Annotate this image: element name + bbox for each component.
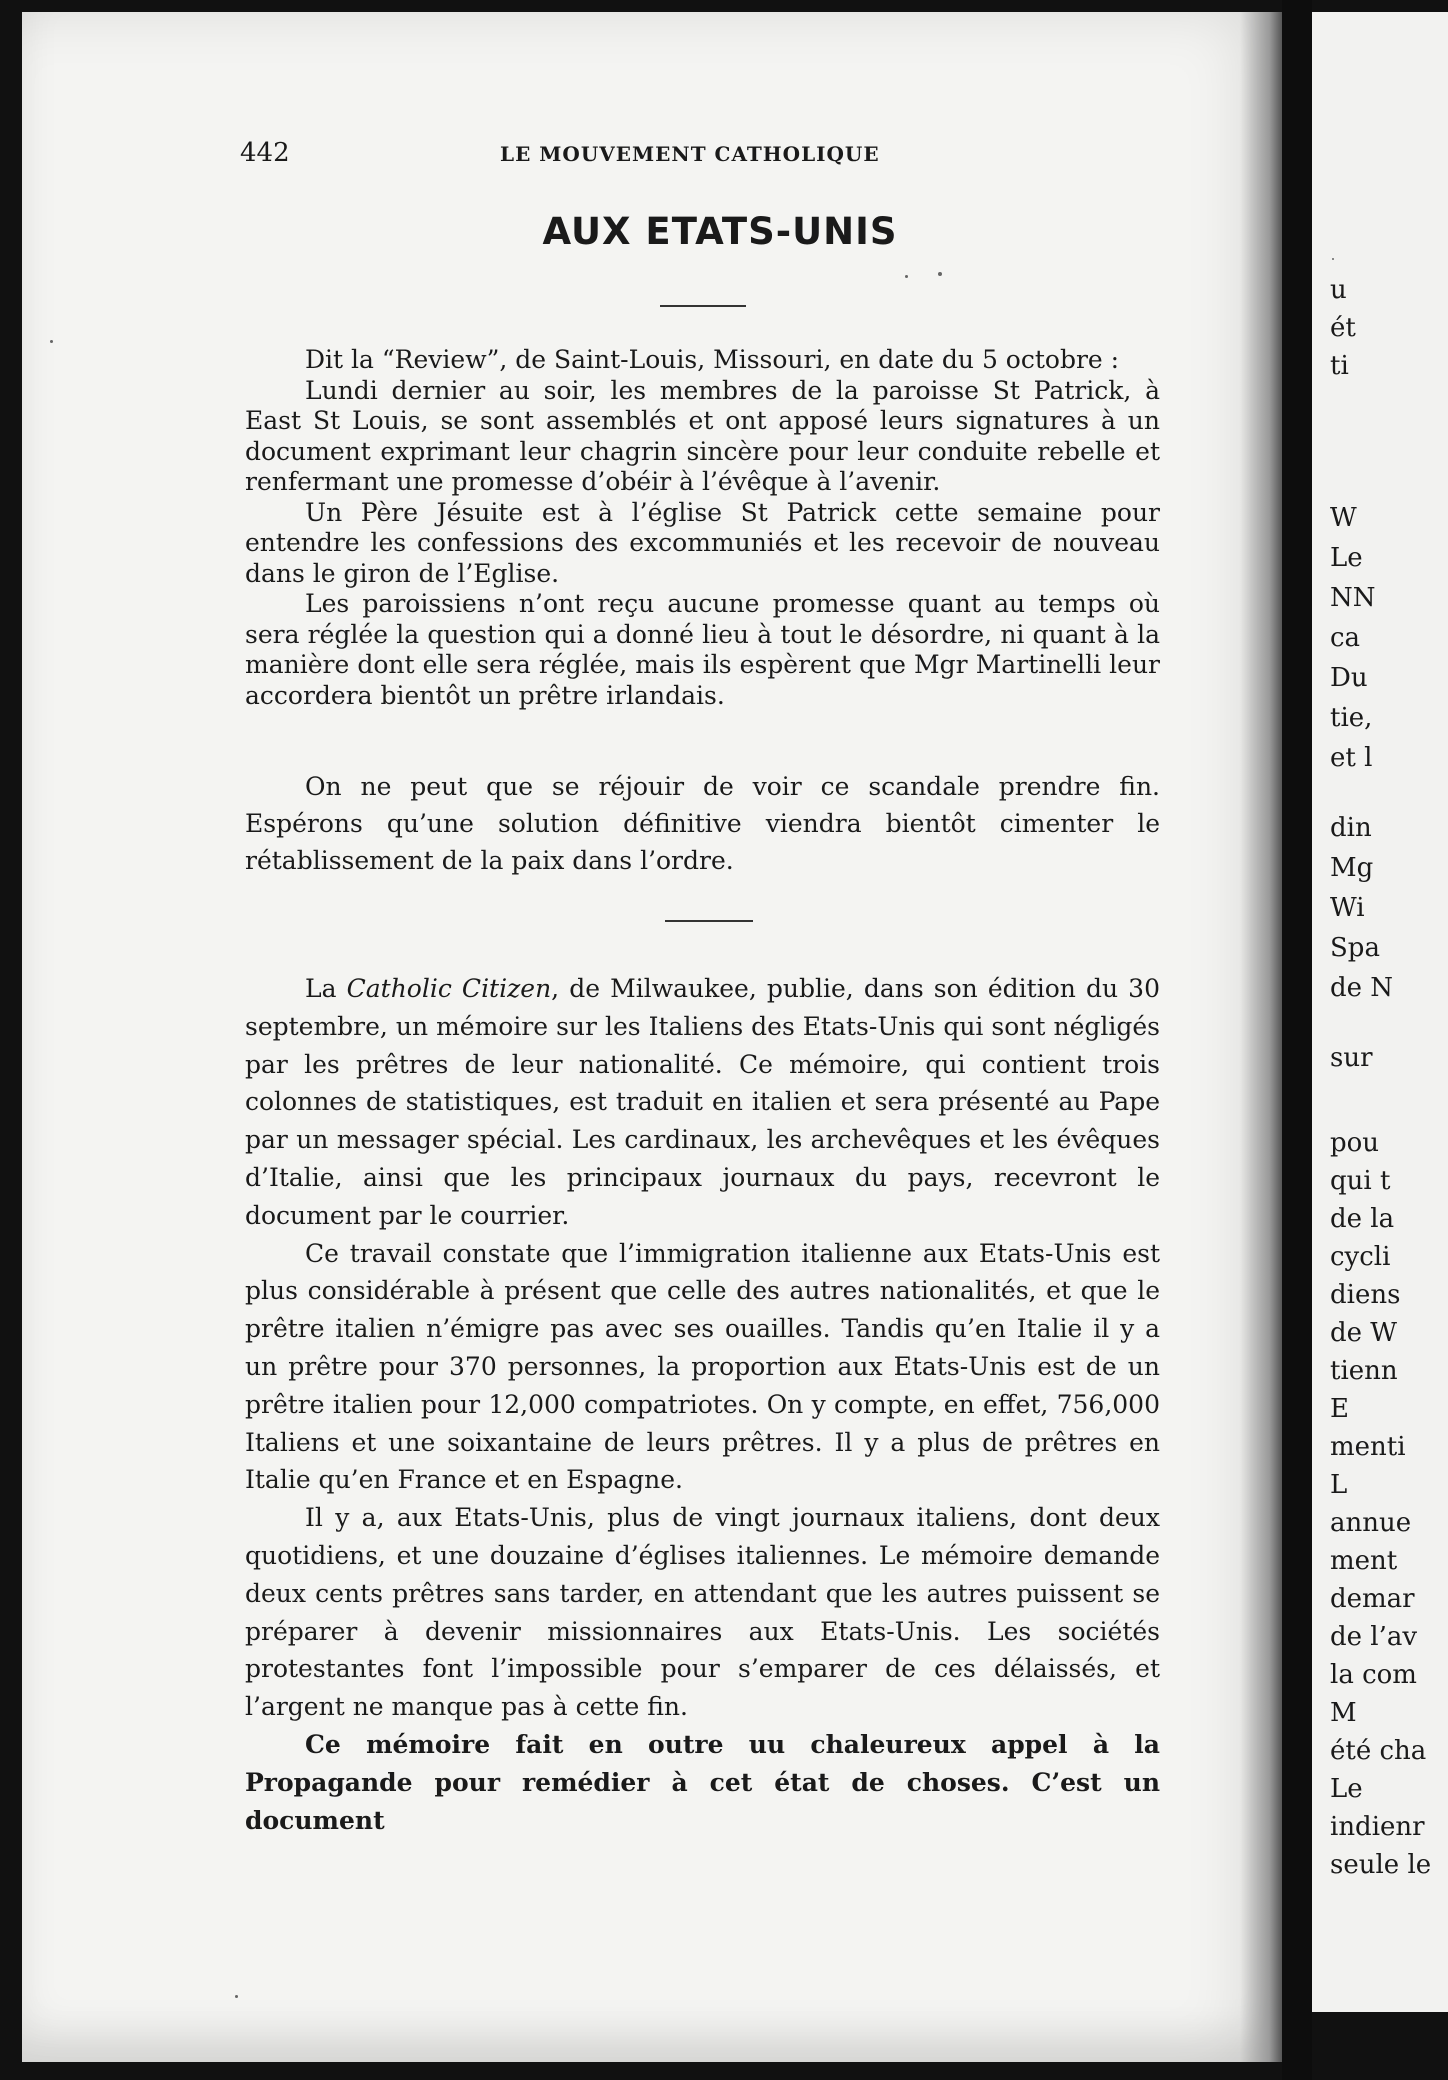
paragraph: Dit la “Review”, de Saint-Louis, Missouri, en date du 5 octobre : bbox=[305, 345, 1120, 374]
facing-page-fragment: sur bbox=[1330, 1043, 1373, 1073]
facing-page-fragment: menti bbox=[1330, 1432, 1406, 1462]
speck bbox=[1332, 258, 1334, 260]
page-number: 442 bbox=[240, 138, 290, 168]
speck bbox=[235, 1995, 238, 1998]
speck bbox=[905, 275, 908, 278]
facing-page-fragment: ca bbox=[1330, 623, 1361, 653]
paragraph: On ne peut que se réjouir de voir ce scandale prendre fin. Espérons qu’une solution définitive viendra bientôt cimenter le rétablissement de la paix dans l’ordre. bbox=[245, 772, 1160, 875]
facing-page-fragment: Mg bbox=[1330, 853, 1374, 883]
editorial-comment bbox=[245, 768, 1160, 879]
facing-page-fragment: demar bbox=[1330, 1584, 1415, 1614]
paragraph: Un Père Jésuite est à l’église St Patrick cette semaine pour entendre les confessions des excommuniés et les recevoir de nouveau dans le giron de l’Eglise. bbox=[245, 497, 1160, 588]
facing-page-fragment: Du bbox=[1330, 663, 1368, 693]
facing-page-fragment: ét bbox=[1330, 313, 1356, 343]
facing-page-fragment: été cha bbox=[1330, 1736, 1427, 1766]
paragraph: Ce mémoire fait en outre uu chaleureux appel à la Propagande pour remédier à cet état de choses. C’est un document bbox=[245, 1729, 1160, 1835]
facing-page-fragment: indienr bbox=[1330, 1812, 1425, 1842]
italian-immigrants-section bbox=[245, 970, 1160, 1839]
running-title: LE MOUVEMENT CATHOLIQUE bbox=[500, 142, 880, 166]
facing-page-fragment: NN bbox=[1330, 583, 1376, 613]
book-spine-gap bbox=[1282, 0, 1312, 2080]
facing-page-fragment: et l bbox=[1330, 743, 1373, 773]
facing-page-fragment: diens bbox=[1330, 1280, 1401, 1310]
facing-page-fragment: cycli bbox=[1330, 1242, 1391, 1272]
facing-page-fragment: W bbox=[1330, 503, 1357, 533]
facing-page-fragment: Le bbox=[1330, 543, 1363, 573]
review-quote-section bbox=[245, 345, 1160, 711]
publication-name: Catholic Citizen bbox=[346, 974, 552, 1003]
paragraph: Il y a, aux Etats-Unis, plus de vingt journaux italiens, dont deux quotidiens, et une douzaine d’églises italiennes. Le mémoire demande deux cents prêtres sans tarder, en attendant que les autres puissent se préparer à devenir missionnaires aux Etats-Unis. Les sociétés protestantes font l’impossible pour s’emparer de ces délaissés, et l’argent ne manque pas à cette fin. bbox=[245, 1503, 1160, 1722]
facing-page-fragment: din bbox=[1330, 813, 1372, 843]
facing-page-fragment: ti bbox=[1330, 351, 1349, 381]
facing-page-fragment: u bbox=[1330, 275, 1347, 305]
speck bbox=[50, 340, 53, 343]
section-divider bbox=[665, 920, 753, 922]
facing-page-fragment: seule le bbox=[1330, 1850, 1432, 1880]
facing-page-fragment: Spa bbox=[1330, 933, 1380, 963]
facing-page-edge bbox=[1312, 12, 1448, 2012]
facing-page-fragment: Wi bbox=[1330, 893, 1365, 923]
facing-page-fragment: E bbox=[1330, 1394, 1349, 1424]
facing-page-fragment: tienn bbox=[1330, 1356, 1398, 1386]
text-run: , de Milwaukee, publie, dans son édition du 30 septembre, un mémoire sur les Italiens des Etats-Unis qui sont négligés par les prêtres de leur nationalité. Ce mémoire, qui contient trois colonnes de statistiques, est traduit en italien et sera présenté au Pape par un messager spécial. Les cardinaux, les archevêques et les évêques d’Italie, ainsi que les principaux journaux du pays, recevront le document par le courrier. bbox=[245, 974, 1160, 1230]
paragraph: Ce travail constate que l’immigration italienne aux Etats-Unis est plus considérable à présent que celle des autres nationalités, et que le prêtre italien n’émigre pas avec ses ouailles. Tandis qu’en Italie il y a un prêtre pour 370 personnes, la proportion aux Etats-Unis est de un prêtre italien pour 12,000 compatriotes. On y compte, en effet, 756,000 Italiens et une soixantaine de leurs prêtres. Il y a plus de prêtres en Italie qu’en France et en Espagne. bbox=[245, 1238, 1160, 1495]
paragraph: Les paroissiens n’ont reçu aucune promesse quant au temps où sera réglée la question qui a donné lieu à tout le désordre, ni quant à la manière dont elle sera réglée, mais ils espèrent que Mgr Martinelli leur accordera bientôt un prêtre irlandais. bbox=[245, 589, 1160, 710]
facing-page-fragment: ment bbox=[1330, 1546, 1398, 1576]
facing-page-fragment: tie, bbox=[1330, 703, 1373, 733]
text-run: La bbox=[305, 974, 347, 1003]
facing-page-fragment: la com bbox=[1330, 1660, 1417, 1690]
paragraph bbox=[245, 970, 1160, 1235]
facing-page-fragment: de N bbox=[1330, 973, 1394, 1003]
facing-page-fragment: de W bbox=[1330, 1318, 1398, 1348]
facing-page-fragment: M bbox=[1330, 1698, 1357, 1728]
facing-page-fragment: qui t bbox=[1330, 1166, 1391, 1196]
article-title: AUX ETATS-UNIS bbox=[542, 210, 898, 253]
facing-page-fragment: L bbox=[1330, 1470, 1348, 1500]
facing-page-fragment: Le bbox=[1330, 1774, 1363, 1804]
section-divider bbox=[660, 305, 746, 307]
running-header bbox=[220, 138, 1160, 168]
speck bbox=[938, 272, 942, 276]
paragraph: Lundi dernier au soir, les membres de la paroisse St Patrick, à East St Louis, se sont assemblés et ont apposé leurs signatures à un document exprimant leur chagrin sincère pour leur conduite rebelle et renfermant une promesse d’obéir à l’évêque à l’avenir. bbox=[245, 375, 1160, 496]
page-gutter-shadow bbox=[1240, 12, 1282, 2062]
facing-page-fragment: annue bbox=[1330, 1508, 1412, 1538]
facing-page-fragment: de l’av bbox=[1330, 1622, 1418, 1652]
facing-page-fragment: pou bbox=[1330, 1128, 1380, 1158]
facing-page-fragment: de la bbox=[1330, 1204, 1395, 1234]
